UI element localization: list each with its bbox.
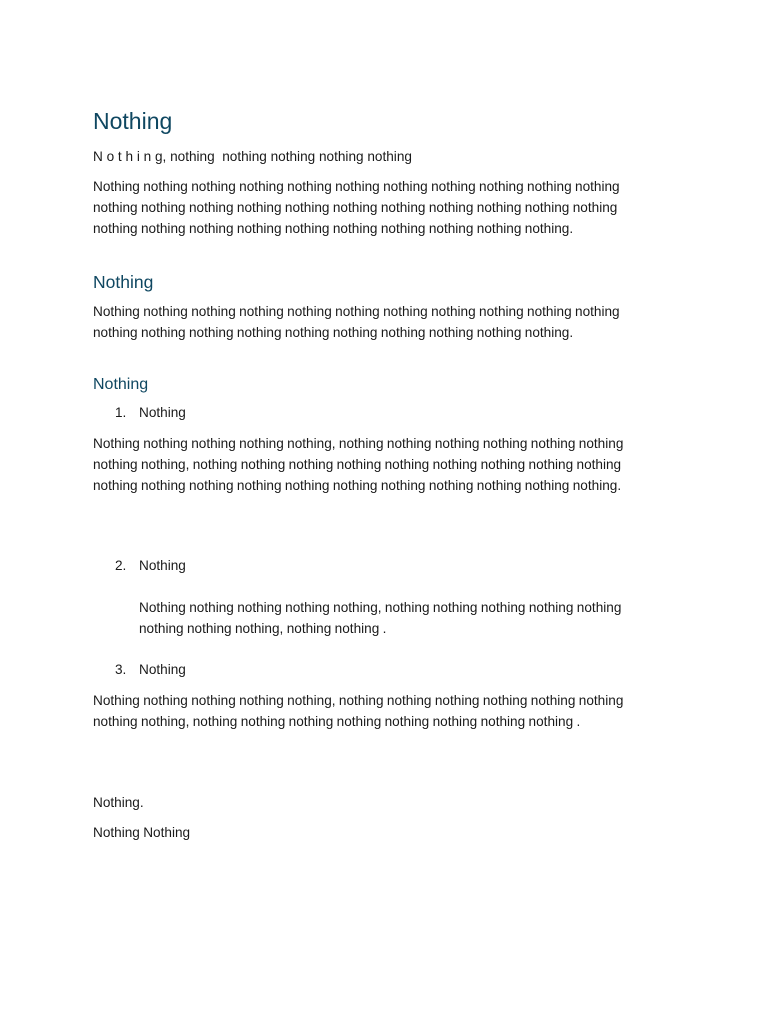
list-item-text: Nothing <box>139 405 186 420</box>
closing-paragraph: Nothing. <box>93 795 144 810</box>
list-number: 1. <box>115 405 127 420</box>
list-item <box>93 403 186 424</box>
section-heading: Nothing <box>93 272 154 292</box>
list-item <box>93 660 186 681</box>
closing-line: Nothing Nothing <box>93 825 191 840</box>
list-item <box>93 556 186 577</box>
list-paragraph-3: Nothing nothing nothing nothing nothing, nothing nothing nothing nothing nothing nothing nothing nothing, nothing nothing nothing nothing nothing nothing nothing nothing . <box>93 693 624 729</box>
list-paragraph-2: Nothing nothing nothing nothing nothing, nothing nothing nothing nothing nothing nothing nothing nothing, nothing nothing . <box>139 600 622 636</box>
document-subtitle: N o t h i n g, nothing nothing nothing nothing nothing <box>93 149 412 164</box>
section-paragraph: Nothing nothing nothing nothing nothing nothing nothing nothing nothing nothing nothing nothing nothing nothing nothing nothing nothing nothing nothing nothing nothing. <box>93 304 620 340</box>
document-title: Nothing <box>93 108 173 134</box>
list-number: 2. <box>115 558 127 573</box>
list-number: 3. <box>115 662 127 677</box>
subsection-heading: Nothing <box>93 376 149 393</box>
list-item-text: Nothing <box>139 558 186 573</box>
intro-paragraph: Nothing nothing nothing nothing nothing nothing nothing nothing nothing nothing nothing nothing nothing nothing nothing nothing nothing nothing nothing nothing nothing nothing nothing nothing nothing nothing nothing nothing nothing nothing nothing nothing. <box>93 179 620 236</box>
list-paragraph-1: Nothing nothing nothing nothing nothing, nothing nothing nothing nothing nothing nothing nothing nothing, nothing nothing nothing nothing nothing nothing nothing nothing nothing nothing nothing nothing nothing nothing nothing nothing nothing nothing nothing nothing. <box>93 436 624 493</box>
list-item-text: Nothing <box>139 662 186 677</box>
